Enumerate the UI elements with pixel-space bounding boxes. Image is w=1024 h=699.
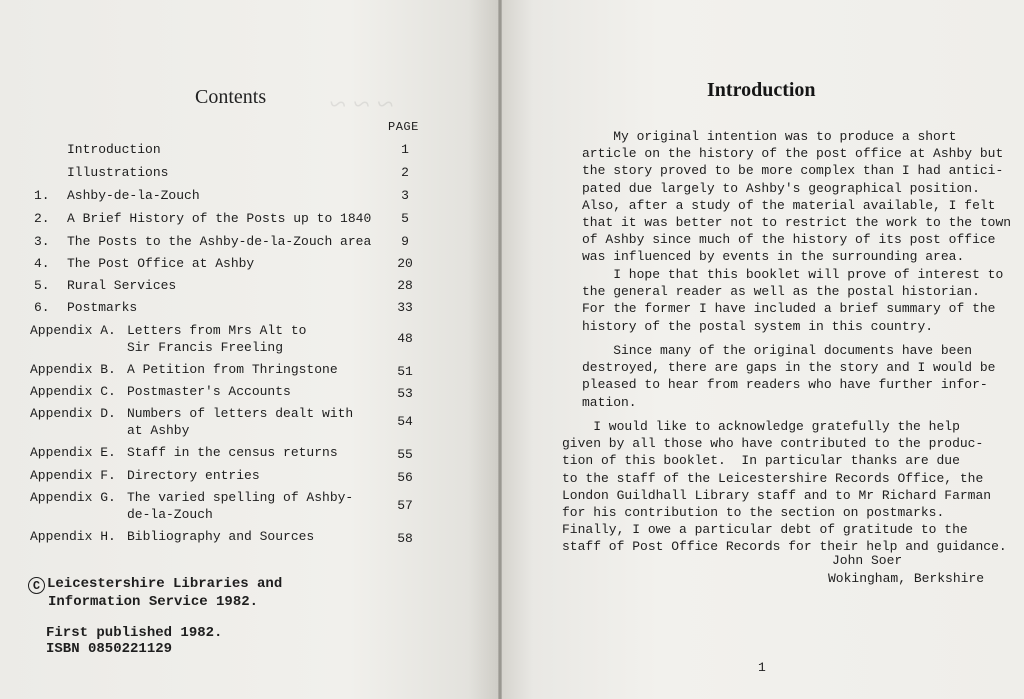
toc-appendix-label: Appendix A. <box>30 323 116 338</box>
toc-appendix-label: Appendix D. <box>30 406 116 421</box>
toc-appendix-label: Appendix H. <box>30 529 116 544</box>
toc-entry <box>0 165 498 185</box>
toc-appendix <box>0 490 498 522</box>
toc-entry <box>0 142 498 162</box>
paragraph-line: staff of Post Office Records for their help and guidance. <box>562 539 1007 555</box>
toc-entry-number: 4. <box>34 256 50 271</box>
paragraph-line: history of the postal system in this country. <box>582 318 934 334</box>
toc-appendix-title: Numbers of letters dealt with <box>127 406 354 421</box>
toc-appendix-page: 51 <box>397 364 413 379</box>
toc-appendix <box>0 384 498 404</box>
page-column-header: PAGE <box>388 120 419 134</box>
paragraph-line: I hope that this booklet will prove of interest to <box>582 267 1004 282</box>
introduction-paragraph <box>562 418 1007 556</box>
toc-appendix-page: 48 <box>397 331 413 346</box>
toc-entry <box>0 256 498 276</box>
introduction-paragraph <box>582 342 995 411</box>
paragraph-line: pated due largely to Ashby's geographical position. <box>582 180 980 196</box>
first-published: First published 1982. <box>46 625 223 641</box>
publication-info <box>46 625 222 657</box>
paragraph-line: mation. <box>582 394 637 410</box>
toc-appendix-page: 57 <box>397 498 413 513</box>
paragraph-line: for his contribution to the section on postmarks. <box>562 505 945 521</box>
toc-appendix-title: Staff in the census returns <box>127 445 338 460</box>
contents-page <box>0 0 498 699</box>
copyright-line: Leicestershire Libraries and <box>47 576 283 592</box>
toc-entry <box>0 278 498 298</box>
toc-entry <box>0 188 498 208</box>
toc-appendix <box>0 406 498 438</box>
toc-appendix-page: 56 <box>397 470 413 485</box>
toc-entry-number: 6. <box>34 300 50 315</box>
toc-entry-page: 20 <box>397 256 413 271</box>
contents-title: Contents <box>195 86 267 108</box>
toc-entry-page: 2 <box>401 165 409 180</box>
paragraph-line: that it was better not to restrict the work to the town <box>582 215 1012 231</box>
toc-appendix-title: de-la-Zouch <box>127 507 213 522</box>
toc-appendix-title: Directory entries <box>127 468 260 483</box>
toc-appendix <box>0 468 498 488</box>
author-name: John Soer <box>832 553 903 568</box>
paragraph-line: Since many of the original documents have been <box>582 343 973 358</box>
toc-appendix-label: Appendix C. <box>30 384 116 399</box>
toc-entry-page: 33 <box>397 300 413 315</box>
toc-entry-page: 3 <box>401 188 409 203</box>
toc-entry-title: Introduction <box>67 142 161 157</box>
page-number: 1 <box>758 660 766 675</box>
paragraph-line: destroyed, there are gaps in the story and I would be <box>582 360 996 376</box>
paragraph-line: article on the history of the post office at Ashby but <box>582 146 1004 162</box>
toc-entry-title: Ashby-de-la-Zouch <box>67 188 200 203</box>
toc-appendix-label: Appendix E. <box>30 445 116 460</box>
toc-entry-title: A Brief History of the Posts up to 1840 <box>67 211 372 226</box>
toc-appendix <box>0 445 498 465</box>
toc-appendix <box>0 529 498 549</box>
toc-appendix-page: 54 <box>397 414 413 429</box>
toc-entry-title: Postmarks <box>67 300 138 315</box>
paragraph-line: the general reader as well as the postal historian. <box>582 284 980 300</box>
toc-appendix-title: Bibliography and Sources <box>127 529 315 544</box>
toc-appendix-title: The varied spelling of Ashby- <box>127 490 354 505</box>
toc-appendix-page: 58 <box>397 531 413 546</box>
toc-entry-number: 1. <box>34 188 50 203</box>
toc-appendix-title: at Ashby <box>127 423 190 438</box>
toc-entry-number: 3. <box>34 234 50 249</box>
paragraph-line: Finally, I owe a particular debt of gratitude to the <box>562 522 968 538</box>
toc-entry-title: Rural Services <box>67 278 177 293</box>
introduction-paragraph <box>582 128 1011 266</box>
toc-entry <box>0 300 498 320</box>
toc-entry-title: The Post Office at Ashby <box>67 256 255 271</box>
paragraph-line: of Ashby since much of the history of its post office <box>582 232 996 248</box>
copyright-notice <box>28 576 282 611</box>
paragraph-line: London Guildhall Library staff and to Mr Richard Farman <box>562 487 992 503</box>
toc-appendix <box>0 323 498 355</box>
toc-appendix-title: Letters from Mrs Alt to <box>127 323 307 338</box>
paragraph-line: Also, after a study of the material available, I felt <box>582 197 996 213</box>
paragraph-line: given by all those who have contributed to the produc- <box>562 436 984 452</box>
toc-entry-page: 9 <box>401 234 409 249</box>
toc-entry-page: 1 <box>401 142 409 157</box>
toc-entry <box>0 234 498 254</box>
toc-entry-title: Illustrations <box>67 165 169 180</box>
paragraph-line: tion of this booklet. In particular thanks are due <box>562 453 960 469</box>
toc-appendix-title: A Petition from Thringstone <box>127 362 338 377</box>
toc-entry-page: 5 <box>401 211 409 226</box>
paragraph-line: pleased to hear from readers who have further infor- <box>582 377 988 393</box>
toc-appendix-page: 55 <box>397 447 413 462</box>
toc-entry-title: The Posts to the Ashby-de-la-Zouch area <box>67 234 372 249</box>
paragraph-line: was influenced by events in the surrounding area. <box>582 249 965 265</box>
toc-appendix-page: 53 <box>397 386 413 401</box>
introduction-paragraph <box>582 266 1003 335</box>
toc-appendix-label: Appendix G. <box>30 490 116 505</box>
toc-entry-number: 2. <box>34 211 50 226</box>
toc-appendix <box>0 362 498 382</box>
paragraph-line: I would like to acknowledge gratefully the help <box>562 419 960 434</box>
toc-entry <box>0 211 498 231</box>
toc-appendix-label: Appendix B. <box>30 362 116 377</box>
copyright-icon: C <box>28 577 45 594</box>
introduction-page <box>502 0 1024 699</box>
paragraph-line: For the former I have included a brief summary of the <box>582 301 996 317</box>
toc-appendix-title: Sir Francis Freeling <box>127 340 284 355</box>
paragraph-line: to the staff of the Leicestershire Records Office, the <box>562 470 984 486</box>
paragraph-line: My original intention was to produce a short <box>582 129 957 144</box>
isbn: ISBN 0850221129 <box>46 641 173 657</box>
toc-appendix-label: Appendix F. <box>30 468 116 483</box>
author-signature <box>828 552 984 587</box>
author-location: Wokingham, Berkshire <box>828 570 985 586</box>
toc-appendix-title: Postmaster's Accounts <box>127 384 291 399</box>
show-through-text: ~ ~ ~ <box>330 88 394 121</box>
introduction-title: Introduction <box>707 79 816 101</box>
toc-entry-number: 5. <box>34 278 50 293</box>
toc-entry-page: 28 <box>397 278 413 293</box>
copyright-line: Information Service 1982. <box>48 594 259 610</box>
paragraph-line: the story proved to be more complex than I had antici- <box>582 163 1004 179</box>
